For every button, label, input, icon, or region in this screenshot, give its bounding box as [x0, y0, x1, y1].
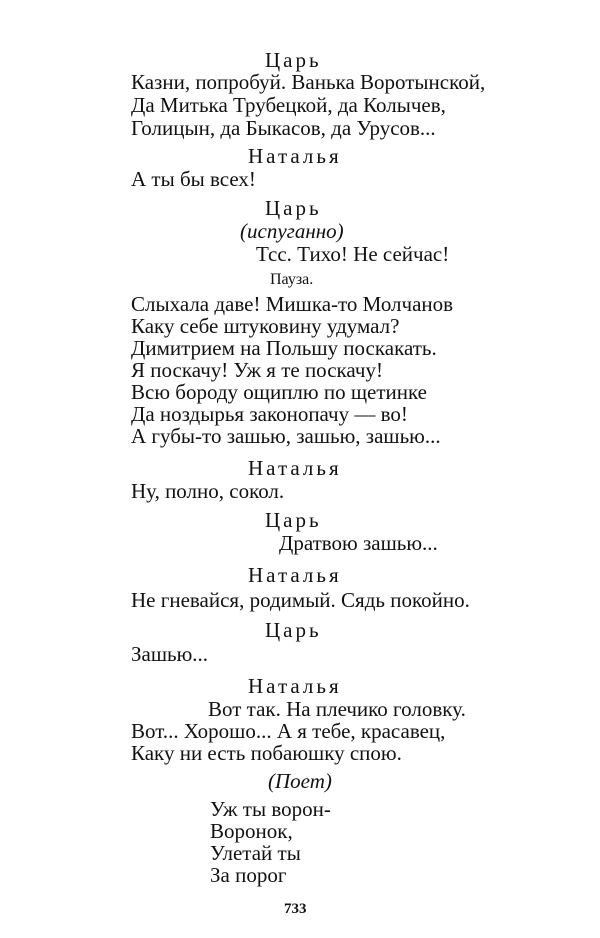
verse-line: А губы-то зашью, зашью, зашью... [131, 424, 441, 448]
verse-line: Всю бороду ощиплю по щетинке [131, 380, 427, 404]
speaker-name: Царь [265, 508, 322, 532]
speaker-name: Царь [265, 196, 322, 220]
stage-direction: Пауза. [270, 271, 314, 288]
verse-line: Тсс. Тихо! Не сейчас! [256, 242, 450, 266]
page-number: 733 [284, 901, 307, 917]
speaker-name: Наталья [248, 144, 342, 168]
verse-line: Казни, попробуй. Ванька Воротынской, [131, 70, 486, 94]
speaker-name: Царь [265, 618, 322, 642]
stage-direction: (Поет) [268, 769, 332, 793]
song-line: Улетай ты [210, 841, 301, 865]
verse-line: Каку себе штуковину удумал? [131, 314, 400, 338]
verse-line: Слыхала даве! Мишка-то Молчанов [131, 292, 454, 316]
stage-direction: (испуганно) [240, 219, 344, 243]
song-line: Уж ты ворон- [210, 797, 331, 821]
speaker-name: Наталья [248, 563, 342, 587]
verse-line: Да ноздырья законопачу — во! [131, 402, 408, 426]
speaker-name: Царь [265, 48, 322, 72]
speaker-name: Наталья [248, 674, 342, 698]
verse-line: Ну, полно, сокол. [131, 479, 285, 503]
verse-line: Зашью... [131, 642, 209, 666]
verse-line: Каку ни есть побаюшку спою. [131, 741, 402, 765]
verse-line: Я поскачу! Уж я те поскачу! [131, 358, 383, 382]
song-line: Воронок, [210, 819, 293, 843]
verse-line: Димитрием на Польшу поскакать. [131, 336, 437, 360]
verse-line: Вот так. На плечико головку. [208, 697, 466, 721]
speaker-name: Наталья [248, 456, 342, 480]
verse-line: Дратвою зашью... [279, 531, 438, 555]
verse-line: Да Митька Трубецкой, да Колычев, [131, 93, 446, 117]
song-line: За порог [210, 863, 287, 887]
verse-line: Голицын, да Быкасов, да Урусов... [131, 116, 436, 140]
verse-line: Не гневайся, родимый. Сядь покойно. [131, 588, 470, 612]
verse-line: А ты бы всех! [131, 167, 256, 191]
verse-line: Вот... Хорошо... А я тебе, красавец, [131, 719, 446, 743]
